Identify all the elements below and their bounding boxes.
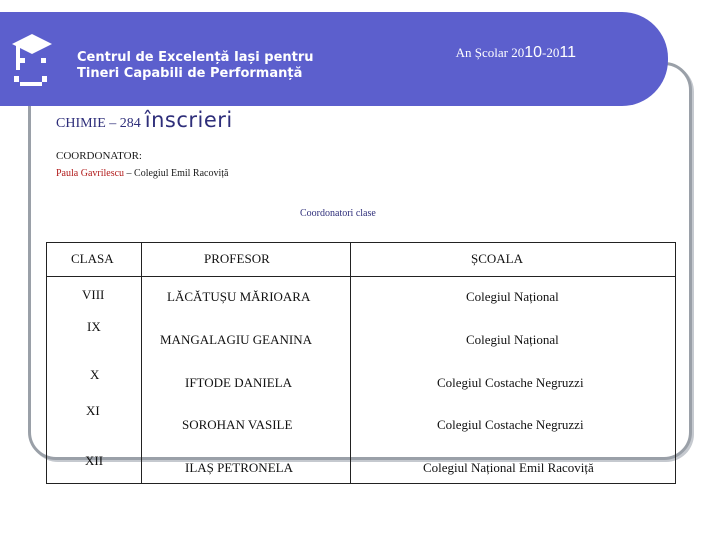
- school-1: Colegiul Național: [466, 289, 559, 304]
- school-3: Colegiul Costache Negruzzi: [437, 375, 584, 390]
- coordinator-label: COORDONATOR:: [56, 150, 142, 162]
- subject-name: CHIMIE – 284: [56, 116, 141, 131]
- academic-cap-face-logo: [10, 30, 56, 92]
- teacher-2: MANGALAGIU GEANINA: [160, 332, 313, 347]
- school-year-prefix: An Școlar 20: [455, 45, 525, 60]
- table-header-row: [47, 243, 676, 277]
- class-x: X: [90, 367, 100, 382]
- coordinator-school: Colegiul Emil Racoviță: [134, 168, 229, 179]
- coordinator-line: [56, 168, 228, 179]
- org-line-2: Tineri Capabili de Performanță: [77, 66, 303, 81]
- table-body-row: [47, 277, 676, 484]
- header-banner: [0, 12, 668, 106]
- teacher-4: SOROHAN VASILE: [182, 417, 293, 432]
- class-coordinators-label: Coordonatori clase: [300, 208, 376, 219]
- school-year-end: 11: [559, 44, 576, 61]
- coordinator-name: Paula Gavrilescu: [56, 168, 125, 179]
- header-clasa-text: CLASA: [71, 251, 114, 266]
- school-4: Colegiul Costache Negruzzi: [437, 417, 584, 432]
- school-5: Colegiul Național Emil Racoviță: [423, 460, 594, 475]
- school-2: Colegiul Național: [466, 332, 559, 347]
- classes-cell: [47, 277, 142, 484]
- class-xi: XI: [86, 403, 100, 418]
- teachers-cell: [142, 277, 351, 484]
- header-clasa: [47, 243, 142, 277]
- class-xii: XII: [85, 453, 104, 468]
- teacher-3: IFTODE DANIELA: [185, 375, 292, 390]
- school-year-mid: -20: [542, 45, 560, 60]
- school-year: [456, 44, 576, 62]
- class-ix: IX: [87, 319, 101, 334]
- subject-suffix: înscrieri: [144, 108, 233, 132]
- header-scoala-text: ȘCOALA: [471, 251, 524, 266]
- schools-cell: [351, 277, 676, 484]
- header-profesor: [142, 243, 351, 277]
- class-viii: VIII: [82, 287, 105, 302]
- org-line-1: Centrul de Excelență Iași pentru: [77, 50, 314, 65]
- teachers-table: [46, 242, 676, 484]
- teacher-1: LĂCĂTUȘU MĂRIOARA: [167, 289, 311, 304]
- header-scoala: [351, 243, 676, 277]
- school-year-start: 10: [524, 44, 543, 61]
- header-profesor-text: PROFESOR: [204, 251, 270, 266]
- coordinator-sep: –: [124, 168, 135, 179]
- organization-name: [77, 50, 314, 82]
- teacher-5: ILAȘ PETRONELA: [185, 460, 293, 475]
- subject-title: [56, 108, 233, 132]
